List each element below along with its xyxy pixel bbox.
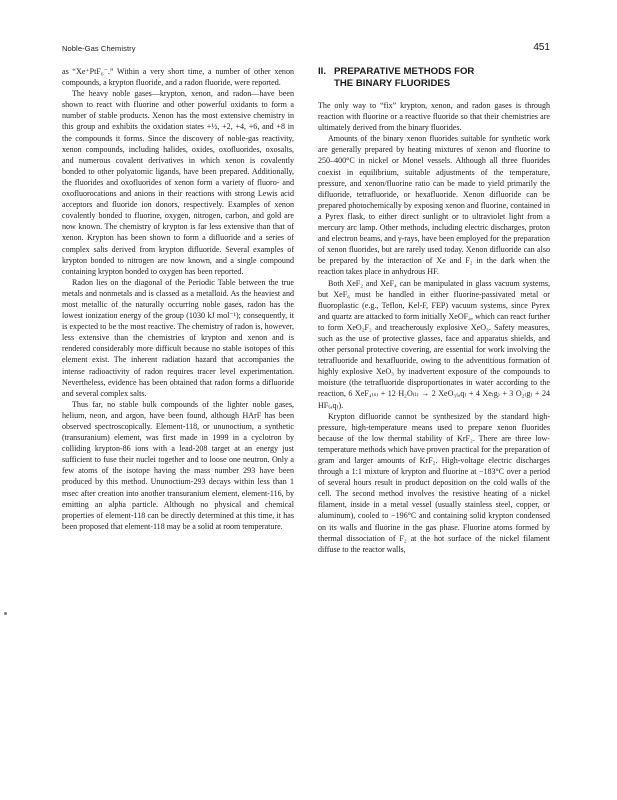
paragraph: The only way to “fix” krypton, xenon, and radon gases is through reaction with fluorine or a reactive fluoride so that their chemistries are ultimately derived from the binary fluorides. (318, 101, 550, 133)
paragraph: Both XeF₂ and XeF₄ can be manipulated in glass vacuum systems, but XeF₆ must be handled in either fluorine-passivated metal or fluoroplastic (e.g., Teflon, Kel-F, FEP) vacuum systems, since Pyrex and quartz are attacked to form initially XeOF₄, which can react further to form XeO₂F₂ and treacherously explosive XeO₃. Safety measures, such as the use of protective glasses, face and apparatus shields, and other personal protective covering, are essential for work involving the tetrafluoride and hexafluoride, owing to the adventitious formation of highly explosive XeO₃ by inadvertent exposure of the compounds to moisture (the tetrafluoride disproportionates in water according to the reaction, 6 XeF₄₍ₛ₎ + 12 H₂O₍ₗ₎ → 2 XeO₃₍ₐq₎ + 4 Xe₍g₎ + 3 O₂₍g₎ + 24 HF₍ₐq₎). (318, 278, 550, 410)
page-number: 451 (533, 42, 550, 53)
section-title-line2: THE BINARY FLUORIDES (334, 77, 451, 89)
section-number: II. (318, 66, 326, 77)
paragraph: Amounts of the binary xenon fluorides suitable for synthetic work are generally prepared by heating mixtures of xenon and fluorine to 250–400°C in nickel or Monel vessels. Although all three fluorides coexist in equilibrium, suitable adjustments of the temperature, pressure, and xenon/fluorine ratio can be made to yield primarily the difluoride, tetrafluoride, or hexafluoride. Xenon difluoride can be prepared photochemically by exposing xenon and fluorine, contained in a Pyrex flask, to either direct sunlight or to ultraviolet light from a mercury arc lamp. Other methods, including electric discharges, proton and electron beams, and γ-rays, have been employed for the preparation of xenon fluorides, but are rarely used today. Xenon difluoride can also be prepared by the interaction of Xe and F₂ in the dark when the reaction takes place in anhydrous HF. (318, 134, 550, 277)
running-head: Noble-Gas Chemistry (62, 44, 136, 53)
paragraph: Thus far, no stable bulk compounds of the lighter noble gases, helium, neon, and argon, have been found, although HArF has been observed spectroscopically. Element-118, or ununoctium, a synthetic (transuranium) element, was first made in 1999 in a cyclotron by colliding krypton-86 ions with a lead-208 target at an energy just sufficient to fuse their nuclei together and to loose one neutron. Only a few atoms of the isotope having the mass number 293 have been produced by this method. Ununoctium-293 decays within less than 1 msec after creation into another transuranium element, element-116, by emitting an alpha particle. Although no physical and chemical properties of element-118 can be directly determined at this time, it has been proposed that element-118 may be a solid at room temperature. (62, 399, 294, 531)
margin-dot (4, 612, 7, 615)
paragraph: as “Xe⁺PtF₆⁻.” Within a very short time, a number of other xenon compounds, a krypton fluoride, and a radon fluoride, were reported. (62, 67, 294, 88)
section-heading (318, 66, 550, 89)
right-column (318, 66, 550, 555)
page-header (62, 44, 550, 58)
section-title-line1: PREPARATIVE METHODS FOR (334, 66, 475, 77)
left-column (62, 66, 294, 532)
paragraph: The heavy noble gases—krypton, xenon, and radon—have been shown to react with fluorine and other powerful oxidants to form a number of stable products. Xenon has the most extensive chemistry in this group and exhibits the oxidation states +½, +2, +4, +6, and +8 in the compounds it forms. Since the discovery of noble-gas reactivity, xenon compounds, including halides, oxides, oxofluorides, oxosalts, and numerous covalent derivatives in which xenon is covalently bonded to other polyatomic ligands, have been prepared. Additionally, the fluorides and oxofluorides of xenon form a variety of fluoro- and oxofluorocations and anions in their reactions with strong Lewis acid acceptors and fluoride ion donors, respectively. Examples of xenon covalently bonded to fluorine, oxygen, nitrogen, carbon, and gold are now known. The chemistry of krypton is far less extensive than that of xenon. Krypton has been shown to form a difluoride and a series of complex salts derived from krypton difluoride. Several examples of krypton bonded to nitrogen are now known, and a single compound containing krypton bonded to oxygen has been reported. (62, 89, 294, 276)
paragraph: Radon lies on the diagonal of the Periodic Table between the true metals and nonmetals and is classed as a metalloid. As the heaviest and most metallic of the naturally occurring noble gases, radon has the lowest ionization energy of the group (1030 kJ mol⁻¹); consequently, it is expected to be the most reactive. The chemistry of radon is, however, less extensive than the chemistries of krypton and xenon and is rendered considerably more difficult because no stable isotopes of this element exist. The inherent radiation hazard that accompanies the intense radioactivity of radon requires tracer level experimentation. Nevertheless, evidence has been obtained that radon forms a difluoride and several complex salts. (62, 277, 294, 398)
paragraph: Krypton difluoride cannot be synthesized by the standard high-pressure, high-temperature means used to prepare xenon fluorides because of the low thermal stability of KrF₂. There are three low-temperature methods which have proven practical for the preparation of gram and larger amounts of KrF₂. High-voltage electric discharges through a 1:1 mixture of krypton and fluorine at −183°C over a period of several hours result in product deposition on the cold walls of the cell. The second method involves the resistive heating of a nickel filament, inside in a metal vessel (usually stainless steel, copper, or aluminum), cooled to −196°C and containing solid krypton condensed on its walls and fluorine in the gas phase. Fluorine atoms formed by thermal dissociation of F₂ at the hot surface of the nickel filament diffuse to the reactor walls, (318, 411, 550, 554)
